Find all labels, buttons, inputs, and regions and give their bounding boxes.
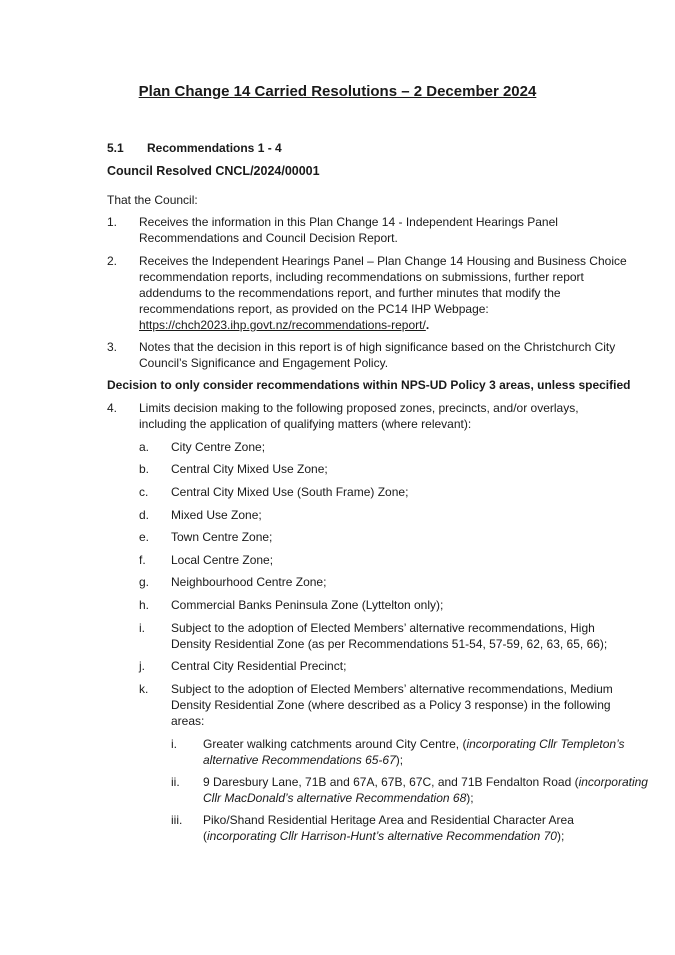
- intro-text: That the Council:: [107, 193, 198, 207]
- roman-item-text: Piko/Shand Residential Heritage Area and Residential Character Area: [203, 813, 574, 827]
- roman-item-italic: incorporating: [578, 775, 648, 789]
- subitem-letter: e.: [139, 530, 150, 544]
- item-line: Notes that the decision in this report is of high significance based on the Christchurch City: [139, 340, 616, 354]
- subitem-letter: h.: [139, 598, 150, 612]
- subitem-text: Central City Residential Precinct;: [171, 659, 347, 673]
- subitem-letter: g.: [139, 575, 150, 589]
- item-line: recommendation reports, including recommendations on submissions, further report: [139, 270, 584, 284]
- roman-item-italic: incorporating Cllr Harrison-Hunt’s alternative Recommendation 70: [207, 829, 557, 843]
- roman-item-text: );: [556, 829, 565, 843]
- subitem-text: City Centre Zone;: [171, 440, 266, 454]
- roman-item-text: );: [466, 791, 474, 805]
- subitem-text: Town Centre Zone;: [171, 530, 273, 544]
- link-line: [139, 318, 429, 334]
- page-title: Plan Change 14 Carried Resolutions – 2 December 2024: [138, 83, 537, 100]
- item-line: recommendations report, as provided on the PC14 IHP Webpage:: [139, 302, 489, 316]
- subitem-text: Subject to the adoption of Elected Members’ alternative recommendations, Medium: [171, 682, 613, 696]
- roman-item-text: (: [203, 829, 207, 843]
- item-line: Receives the Independent Hearings Panel – Plan Change 14 Housing and Business Choice: [139, 254, 627, 268]
- item-line: Receives the information in this Plan Change 14 - Independent Hearings Panel: [139, 215, 558, 229]
- subitem-text: Local Centre Zone;: [171, 553, 274, 567]
- roman-numeral: i.: [171, 737, 177, 751]
- item-line: Council’s Significance and Engagement Policy.: [139, 356, 389, 370]
- roman-item-text: Greater walking catchments around City Centre, (: [203, 737, 467, 751]
- subitem-letter: a.: [139, 440, 150, 454]
- subitem-letter: d.: [139, 508, 150, 522]
- roman-numeral: ii.: [171, 775, 180, 789]
- subitem-text: Neighbourhood Centre Zone;: [171, 575, 327, 589]
- roman-item-text: );: [395, 753, 404, 767]
- subitem-text: Density Residential Zone (as per Recommendations 51-54, 57-59, 62, 63, 65, 66);: [171, 637, 608, 651]
- roman-item-line: [203, 829, 564, 845]
- item-line: addendums to the recommendations report, and further minutes that modify the: [139, 286, 561, 300]
- section-title: Recommendations 1 - 4: [147, 141, 282, 155]
- subitem-letter: f.: [139, 553, 146, 567]
- recommendations-report-link[interactable]: https://chch2023.ihp.govt.nz/recommendations-report/: [139, 318, 426, 332]
- roman-item-line: [203, 791, 474, 807]
- item-number: 3.: [107, 340, 118, 354]
- item-line: Limits decision making to the following proposed zones, precincts, and/or overlays,: [139, 401, 579, 415]
- roman-item-line: [203, 753, 403, 769]
- policy-subheading: Decision to only consider recommendations within NPS-UD Policy 3 areas, unless specified: [107, 378, 631, 392]
- subitem-text: Mixed Use Zone;: [171, 508, 262, 522]
- roman-item-italic: Cllr MacDonald’s alternative Recommendation 68: [203, 791, 467, 805]
- subitem-text: areas:: [171, 714, 205, 728]
- roman-item-line: [203, 737, 625, 753]
- roman-numeral: iii.: [171, 813, 183, 827]
- subitem-letter: b.: [139, 462, 150, 476]
- subitem-letter: k.: [139, 682, 149, 696]
- item-number: 4.: [107, 401, 118, 415]
- subitem-text: Density Residential Zone (where described as a Policy 3 response) in the following: [171, 698, 611, 712]
- subitem-letter: c.: [139, 485, 149, 499]
- item-line: including the application of qualifying matters (where relevant):: [139, 417, 472, 431]
- subitem-letter: i.: [139, 621, 145, 635]
- subitem-letter: j.: [139, 659, 145, 673]
- item-number: 2.: [107, 254, 118, 268]
- item-number: 1.: [107, 215, 118, 229]
- roman-item-line: [203, 775, 648, 791]
- subitem-text: Central City Mixed Use (South Frame) Zone;: [171, 485, 409, 499]
- roman-item-text: 9 Daresbury Lane, 71B and 67A, 67B, 67C, and 71B Fendalton Road (: [203, 775, 579, 789]
- link-suffix: .: [425, 318, 430, 332]
- subitem-text: Commercial Banks Peninsula Zone (Lyttelton only);: [171, 598, 444, 612]
- roman-item-italic: alternative Recommendations 65-67: [203, 753, 396, 767]
- resolution-heading: Council Resolved CNCL/2024/00001: [107, 164, 320, 178]
- subitem-text: Subject to the adoption of Elected Members’ alternative recommendations, High: [171, 621, 595, 635]
- roman-item-italic: incorporating Cllr Templeton’s: [466, 737, 625, 751]
- section-number: 5.1: [107, 141, 124, 155]
- item-line: Recommendations and Council Decision Report.: [139, 231, 398, 245]
- subitem-text: Central City Mixed Use Zone;: [171, 462, 328, 476]
